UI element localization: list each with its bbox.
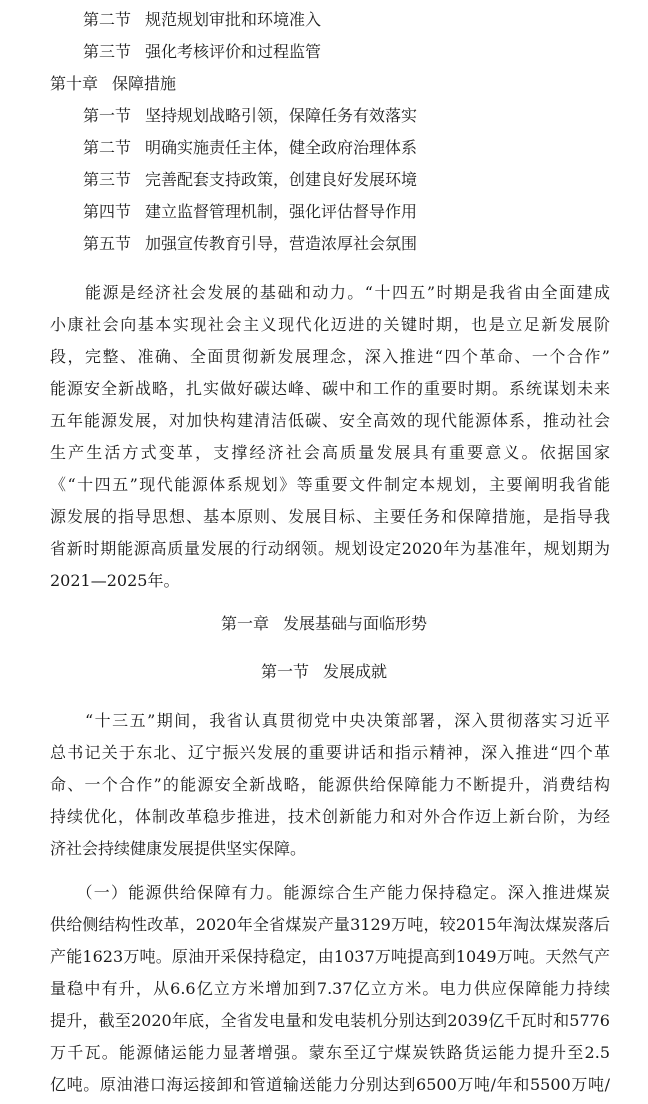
toc-entry-number: 第一节: [83, 106, 132, 125]
paragraph-line: 济社会持续健康发展提供坚实保障。: [50, 839, 307, 858]
paragraph-line: 亿吨。原油港口海运接卸和管道输送能力分别达到6500万吨/年和5500万吨/: [50, 1075, 610, 1094]
toc-entry: [83, 234, 417, 254]
chapter-heading: [0, 614, 648, 634]
paragraph-line: 总书记关于东北、辽宁振兴发展的重要讲话和指示精神，深入推进“四个革: [50, 743, 610, 762]
paragraph-line: 能源安全新战略，扎实做好碳达峰、碳中和工作的重要时期。系统谋划未来: [50, 379, 610, 398]
toc-entry-title: 规范规划审批和环境准入: [145, 10, 322, 29]
chapter-number: 第一章: [220, 614, 269, 633]
paragraph-line: 量稳中有升，从6.6亿立方米增加到7.37亿立方米。电力供应保障能力持续: [50, 979, 610, 998]
paragraph-line: 五年能源发展，对加快构建清洁低碳、安全高效的现代能源体系，推动社会: [50, 411, 610, 430]
toc-entry: [83, 106, 417, 126]
section-heading: [0, 662, 648, 682]
paragraph-line: 持续优化，体制改革稳步推进，技术创新能力和对外合作迈上新台阶，为经: [50, 807, 610, 826]
paragraph-line: 《“十四五”现代能源体系规划》等重要文件制定本规划，主要阐明我省能: [50, 475, 610, 494]
paragraph-line: 命、一个合作”的能源安全新战略，能源供给保障能力不断提升，消费结构: [50, 775, 610, 794]
paragraph-line: 提升，截至2020年底，全省发电量和发电装机分别达到2039亿千瓦时和5776: [50, 1011, 610, 1030]
toc-entry: [83, 42, 321, 62]
toc-entry-number: 第十章: [50, 74, 99, 93]
section-title: 发展成就: [323, 662, 388, 681]
achievements-paragraph: [50, 705, 610, 865]
toc-entry-title: 明确实施责任主体，健全政府治理体系: [145, 138, 418, 157]
toc-entry-title: 建立监督管理机制，强化评估督导作用: [145, 202, 418, 221]
paragraph-line: 产能1623万吨。原油开采保持稳定，由1037万吨提高到1049万吨。天然气产: [50, 947, 610, 966]
paragraph-line: 能源是经济社会发展的基础和动力。“十四五”时期是我省由全面建成: [50, 283, 610, 302]
toc-entry-number: 第五节: [83, 234, 132, 253]
intro-paragraph: [50, 277, 610, 597]
paragraph-line: 万千瓦。能源储运能力显著增强。蒙东至辽宁煤炭铁路货运能力提升至2.5: [50, 1043, 610, 1062]
paragraph-line: 小康社会向基本实现社会主义现代化迈进的关键时期，也是立足新发展阶: [50, 315, 610, 334]
toc-entry-number: 第三节: [83, 42, 132, 61]
paragraph-line: （一）能源供给保障有力。能源综合生产能力保持稳定。深入推进煤炭: [50, 883, 610, 902]
toc-entry-number: 第二节: [83, 138, 132, 157]
toc-entry: [83, 138, 417, 158]
toc-entry: [83, 202, 417, 222]
paragraph-line: “十三五”期间，我省认真贯彻党中央决策部署，深入贯彻落实习近平: [50, 711, 610, 730]
paragraph-line: 省新时期能源高质量发展的行动纲领。规划设定2020年为基准年，规划期为: [50, 539, 610, 558]
energy-supply-paragraph: [50, 877, 610, 1101]
toc-entry-title: 坚持规划战略引领，保障任务有效落实: [145, 106, 418, 125]
paragraph-line: 生产生活方式变革，支撑经济社会高质量发展具有重要意义。依据国家: [50, 443, 610, 462]
paragraph-line: 2021—2025年。: [50, 571, 180, 590]
toc-chapter-entry: [50, 74, 176, 94]
toc-entry-title: 强化考核评价和过程监管: [145, 42, 322, 61]
toc-entry-title: 保障措施: [112, 74, 177, 93]
paragraph-line: 段，完整、准确、全面贯彻新发展理念，深入推进“四个革命、一个合作”: [50, 347, 610, 366]
toc-entry-title: 加强宣传教育引导，营造浓厚社会氛围: [145, 234, 418, 253]
paragraph-line: 源发展的指导思想、基本原则、发展目标、主要任务和保障措施，是指导我: [50, 507, 610, 526]
toc-entry-number: 第四节: [83, 202, 132, 221]
toc-entry-title: 完善配套支持政策，创建良好发展环境: [145, 170, 418, 189]
toc-entry: [83, 170, 417, 190]
toc-entry: [83, 10, 321, 30]
toc-entry-number: 第二节: [83, 10, 132, 29]
chapter-title: 发展基础与面临形势: [283, 614, 428, 633]
paragraph-line: 供给侧结构性改革，2020年全省煤炭产量3129万吨，较2015年淘汰煤炭落后: [50, 915, 610, 934]
section-number: 第一节: [260, 662, 309, 681]
toc-entry-number: 第三节: [83, 170, 132, 189]
